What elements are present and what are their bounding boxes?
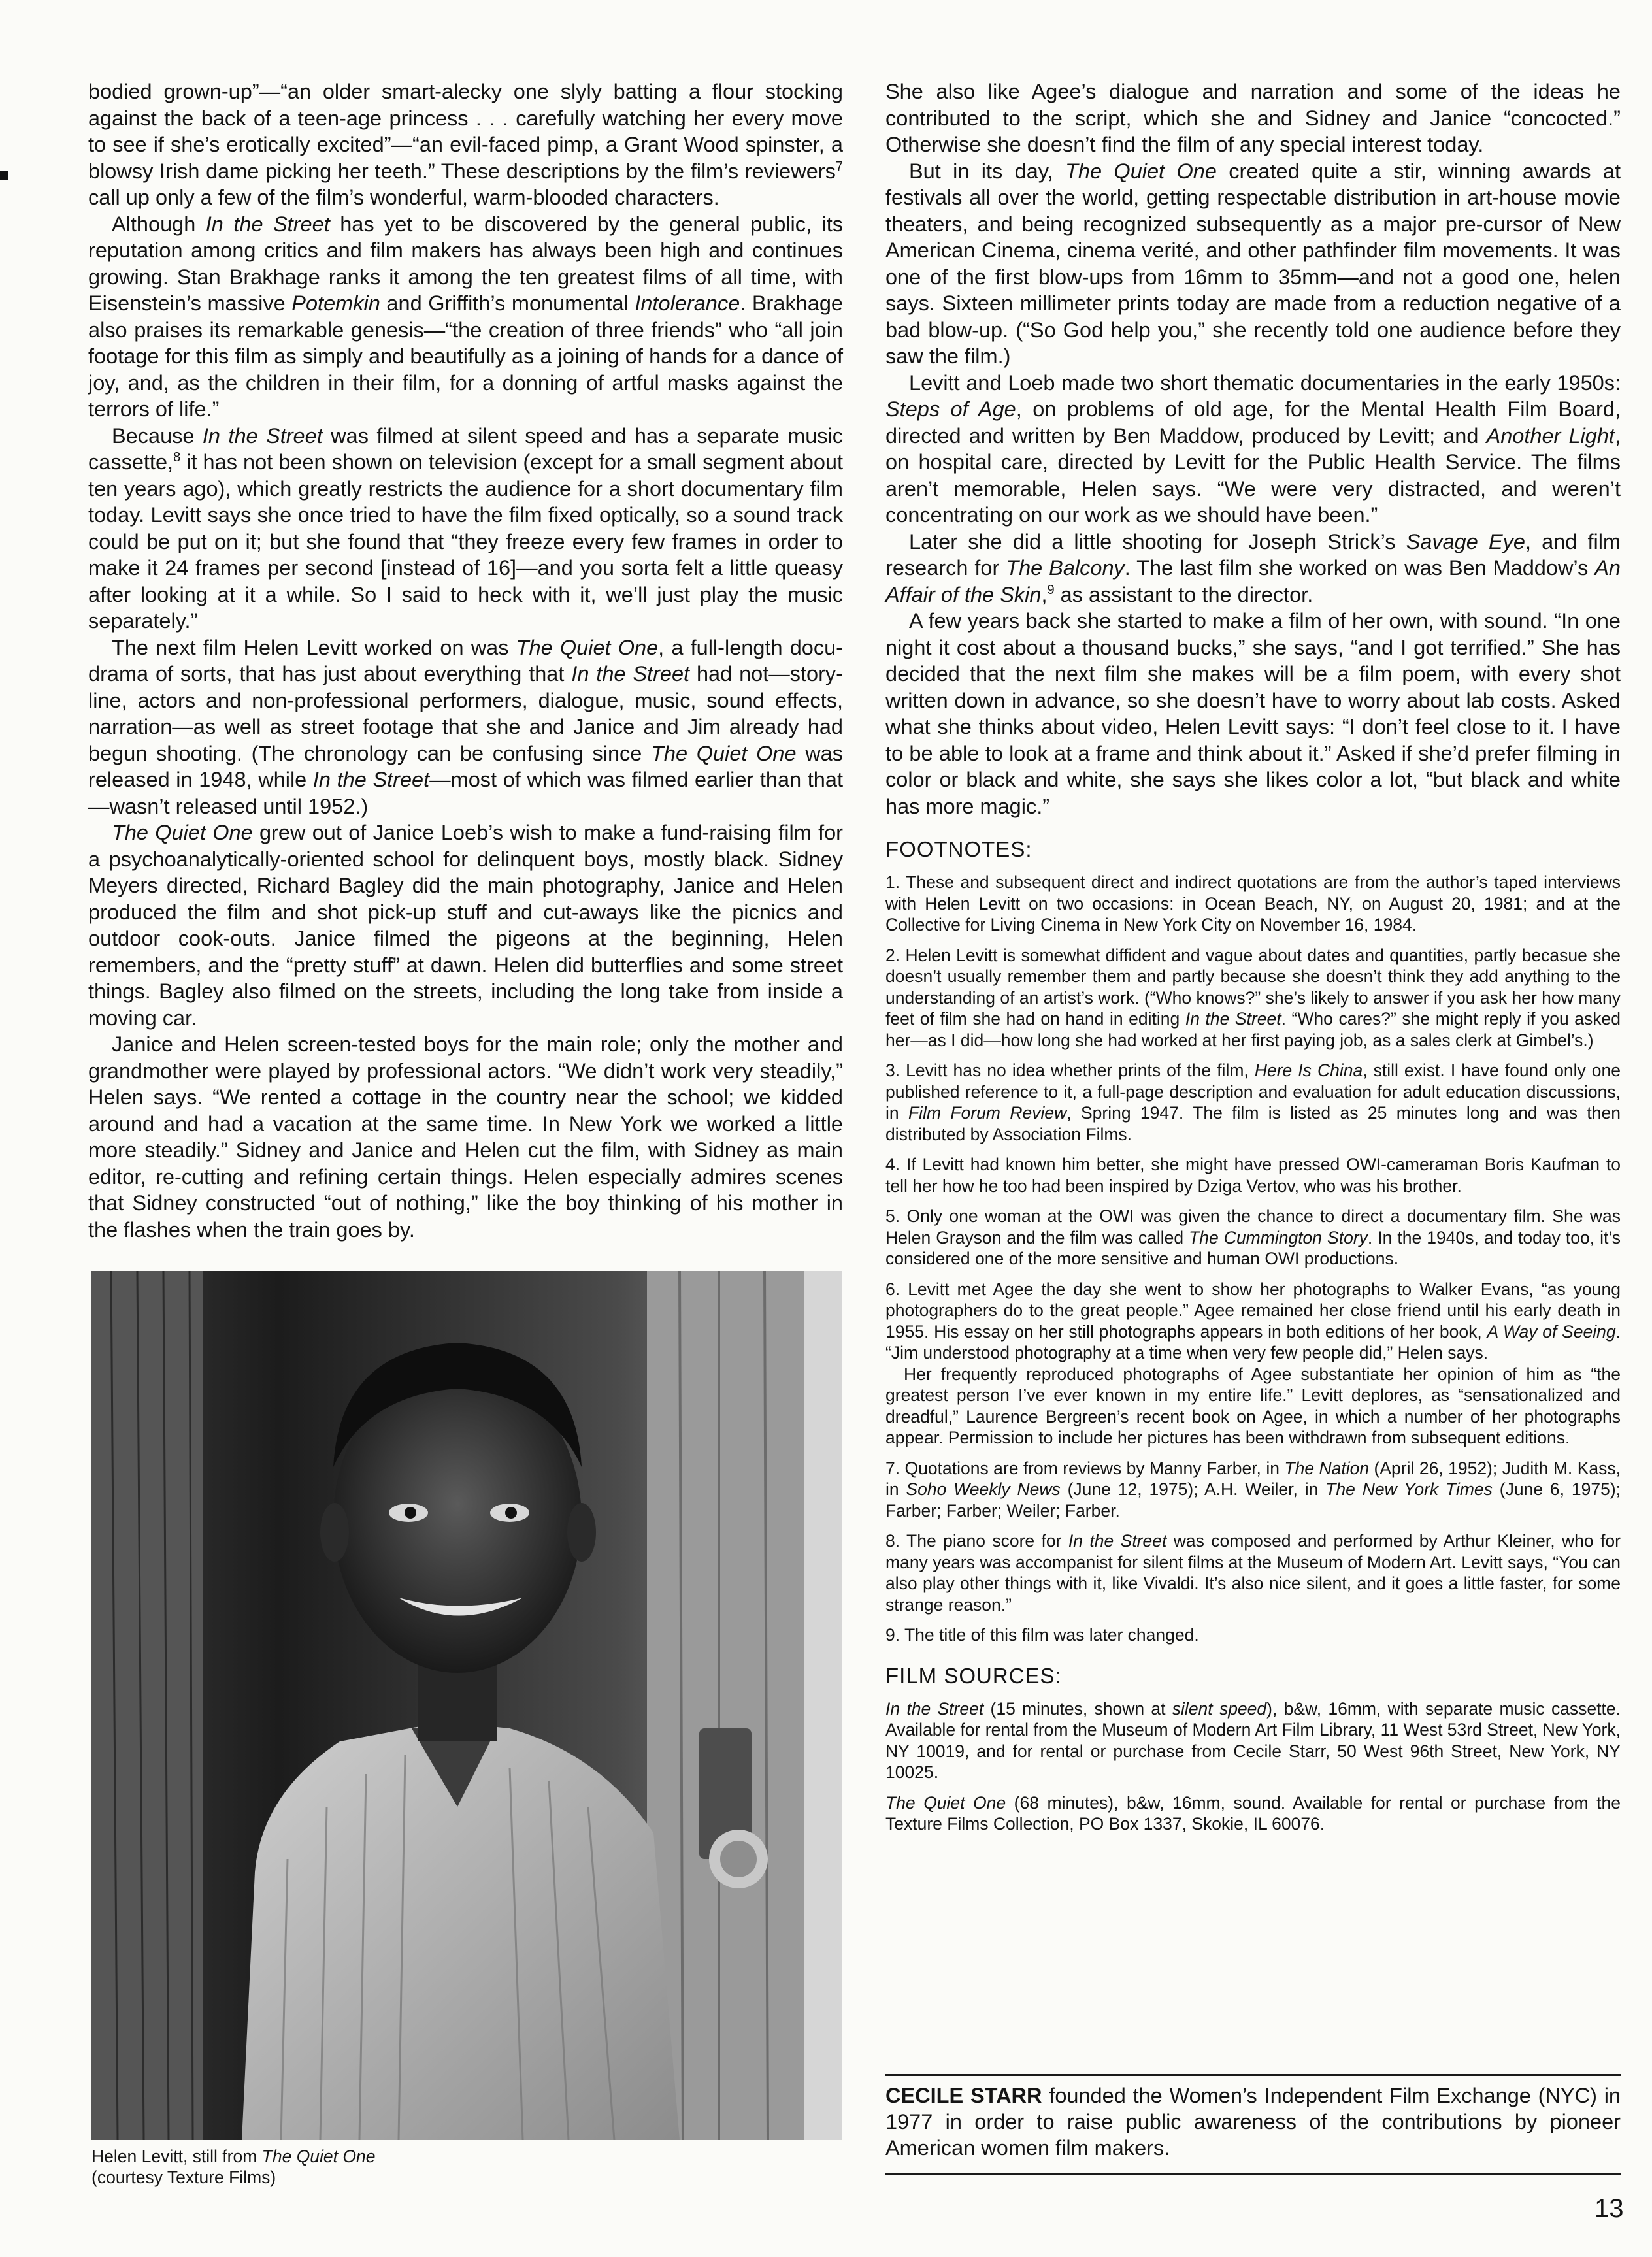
- photo-illustration: [91, 1271, 842, 2140]
- body-paragraph: [88, 423, 843, 634]
- text-run: Although: [112, 212, 206, 236]
- italic-title: A Way of Seeing: [1487, 1321, 1616, 1342]
- italic-title: In the Street: [202, 423, 323, 448]
- text-run: call up only a few of the film’s wonderful, warm-blooded characters.: [88, 186, 719, 209]
- text-run: . In the 1940s, and today too, it’s considered one of the more sensitive and human OWI productions.: [885, 1227, 1621, 1268]
- caption-prefix: Helen Levitt, still from: [91, 2147, 262, 2166]
- italic-title: In the Street: [571, 662, 690, 685]
- text-run: 3. Levitt has no idea whether prints of the film,: [885, 1061, 1255, 1080]
- text-run: had not—story-line, actors and non-professional performers, dialogue, music, sound effects, narration—as well as street footage that she and Janice and Jim already had begun shooting. (The chronology can be confusing since: [88, 662, 843, 765]
- footnote: [885, 872, 1621, 936]
- footnote-text: [885, 1531, 1621, 1615]
- text-run: . The last film she worked on was Ben Maddow’s: [1124, 556, 1595, 580]
- italic-title: The Quiet One: [1065, 159, 1217, 183]
- text-run: 2. Helen Levitt is somewhat diffident and vague about dates and quantities, partly becasue she doesn’t usually remember them and partly because she doesn’t think they add anything to the understanding of an artist’s work. (“Who knows?” she’s likely to answer if you ask her how many feet of film she had on hand in editing: [885, 945, 1621, 1029]
- text-run: Because: [112, 423, 203, 448]
- right-body-text: [885, 78, 1621, 819]
- footnote-text: [885, 946, 1621, 1050]
- right-column: [885, 78, 1621, 1844]
- edge-mark: [0, 171, 8, 180]
- italic-title: Potemkin: [291, 291, 380, 315]
- text-run: grew out of Janice Loeb’s wish to make a fund-raising film for a psychoanalytically-oriented school for delinquent boys, mostly black. Sidney Meyers directed, Richard Bagley did the main photography, Janice and Helen produced the film and shot pick-up stuff and cut-aways like the picnics and outdoor cook-outs. Janice filmed the pigeons at the beginning, Helen remembers, and the “pretty stuff” at dawn. Helen did butterflies and some street things. Bagley also filmed on the streets, including the long take from inside a moving car.: [88, 821, 844, 1030]
- caption-line-1: [91, 2146, 549, 2167]
- text-run: . “Jim understood photography at a time when very few people did,” Helen says.: [885, 1321, 1621, 1362]
- text-run: Her frequently reproduced photographs of Agee substantiate her opinion of him as “the greatest person I’ve ever known in my entire life.” Levitt deplores, as “sensationalized and dreadful,” Laurence Bergreen’s recent book on Agee, in which a number of her photographs appear. Permission to include her pictures has been withdrawn from subsequent editions.: [885, 1364, 1621, 1447]
- text-run: bodied grown-up”—“an older smart-alecky one slyly batting a flour stocking against the back of a teen-age princess . . . carefully watching her every move to see if she’s erotically excited”—“an evil-faced pimp, a Grant Wood spinster, a blowsy Irish dame picking her teeth.” These descriptions by the film’s reviewers: [88, 80, 843, 183]
- footnote: [885, 1154, 1621, 1196]
- text-run: 1. These and subsequent direct and indirect quotations are from the author’s taped interviews with Helen Levitt on two occasions: in Ocean Beach, NY, on August 20, 1981; and at the Collective for Living Cinema in New York City on November 16, 1984.: [885, 872, 1621, 934]
- text-run: (15 minutes, shown at: [983, 1698, 1172, 1719]
- text-run: was composed and performed by Arthur Kleiner, who for many years was accompanist for silent films at the Museum of Modern Art. Levitt says, “You can also play other things with it, like Vivaldi. It’s also nice silent, and it goes a little faster, for some strange reason.”: [885, 1531, 1621, 1615]
- text-run: (June 6, 1975); Farber; Farber; Weiler; Farber.: [885, 1479, 1621, 1521]
- text-run: Levitt and Loeb made two short thematic documentaries in the early 1950s:: [909, 371, 1621, 395]
- body-paragraph: [885, 529, 1621, 608]
- italic-title: Another Light: [1486, 423, 1615, 448]
- text-run: was released in 1948, while: [88, 741, 844, 791]
- footnotes-list: [885, 872, 1621, 1646]
- footnote-ref: 7: [835, 159, 843, 174]
- text-run: 5. Only one woman at the OWI was given the chance to direct a documentary film. She was Helen Grayson and the film was called: [885, 1206, 1621, 1247]
- footnote: [885, 1206, 1621, 1270]
- caption-line-2: (courtesy Texture Films): [91, 2167, 276, 2187]
- caption-film-title: The Quiet One: [261, 2147, 376, 2166]
- text-run: 7. Quotations are from reviews by Manny Farber, in: [885, 1458, 1285, 1478]
- body-paragraph: [885, 608, 1621, 819]
- text-run: , on problems of old age, for the Mental Health Film Board, directed and written by Ben Maddow, produced by Levitt; and: [885, 397, 1621, 448]
- text-run: as assistant to the director.: [1054, 582, 1313, 606]
- text-run: But in its day,: [909, 159, 1066, 183]
- film-source-entry: [885, 1792, 1621, 1835]
- text-run: , still exist. I have found only one published reference to it, a full-page description and evaluation for adult education discussions, in: [885, 1061, 1621, 1123]
- footnote-text: [885, 1206, 1621, 1268]
- italic-title: The Cummington Story: [1189, 1227, 1368, 1247]
- text-run: , Spring 1947. The film is listed as 25 minutes long and was then distributed by Association Films.: [885, 1103, 1621, 1144]
- text-run: , and film research for: [885, 529, 1621, 580]
- author-name: CECILE STARR: [885, 2084, 1042, 2107]
- film-sources-list: [885, 1698, 1621, 1835]
- text-run: . Brakhage also praises its remarkable genesis—“the creation of three friends” who “all join footage for this film as simply and beautifully as a joining of hands for a dance of joy, and, as the children in their film, for a donning of artful masks against the terrors of life.”: [88, 291, 843, 421]
- body-paragraph: [88, 819, 843, 1031]
- italic-title: The Quiet One: [516, 635, 659, 659]
- text-run: has yet to be discovered by the general public, its reputation among critics and film makers has always been high and continues growing. Stan Brakhage ranks it among the ten greatest films of all time, with Eisenstein’s massive: [88, 212, 843, 315]
- italic-title: Intolerance: [635, 291, 740, 315]
- body-paragraph: [88, 78, 843, 211]
- left-column: [88, 78, 843, 1243]
- body-paragraph: [88, 211, 843, 423]
- italic-title: silent speed: [1172, 1698, 1267, 1719]
- text-run: (June 12, 1975); A.H. Weiler, in: [1060, 1479, 1326, 1499]
- text-run: , on hospital care, directed by Levitt for the Public Health Service. The films aren’t memorable, Helen says. “We were very distracted, and weren’t concentrating on our work as we should have been.”: [885, 423, 1621, 527]
- author-bio-box: [885, 2074, 1621, 2175]
- text-run: Janice and Helen screen-tested boys for the main role; only the mother and grandmother were played by professional actors. “We didn’t work very steadily,” Helen says. “We rented a cottage in the country near the school; we kidded around and had a vacation at the same time. In New York we worked a little more steadily.” Sidney and Janice and Helen cut the film, with Sidney as main editor, re-cutting and refining certain things. Helen especially admires scenes that Sidney constructed “out of nothing,” like the boy thinking of his mother in the flashes when the train goes by.: [88, 1032, 843, 1242]
- body-paragraph: [88, 634, 843, 820]
- text-run: She also like Agee’s dialogue and narration and some of the ideas he contributed to the script, which she and Sidney and Janice “concocted.” Otherwise she doesn’t find the film of any special interest today.: [885, 80, 1621, 156]
- footnote-continuation: [885, 1364, 1621, 1449]
- text-run: , a full-length docu-drama of sorts, that has just about everything that: [88, 635, 843, 685]
- text-run: 6. Levitt met Agee the day she went to show her photographs to Walker Evans, “as young photographers do to the great people.” Agee remained her close friend until his early death in 1955. His essay on her still photographs appears in both editions of her book,: [885, 1279, 1621, 1342]
- footnote: [885, 945, 1621, 1051]
- footnote-text: [885, 1458, 1621, 1521]
- footnote-ref: 8: [173, 450, 181, 465]
- footnote-text: [885, 1625, 1199, 1645]
- italic-title: Soho Weekly News: [906, 1479, 1061, 1499]
- footnote: [885, 1060, 1621, 1145]
- italic-title: The Balcony: [1006, 556, 1125, 580]
- film-source-entry: [885, 1698, 1621, 1783]
- italic-title: In the Street: [312, 768, 430, 791]
- body-paragraph: [885, 158, 1621, 370]
- text-run: ), b&w, 16mm, with separate music cassette. Available for rental from the Museum of Modern Art Film Library, 11 West 53rd Street, New York, NY 10019, and for rental or purchase from Cecile Starr, 50 West 96th Street, New York, NY 10025.: [885, 1698, 1621, 1782]
- page-number: 13: [1594, 2194, 1624, 2223]
- italic-title: An Affair of the Skin: [885, 556, 1621, 606]
- italic-title: In the Street: [1068, 1531, 1167, 1551]
- text-run: Later she did a little shooting for Joseph Strick’s: [909, 529, 1406, 553]
- italic-title: The Quiet One: [112, 821, 253, 844]
- footnote-text: [885, 1061, 1621, 1144]
- text-run: A few years back she started to make a film of her own, with sound. “In one night it cost about a thousand bucks,” she says, “and I got terrified.” She has decided that the next film she makes will be a film poem, with every shot written down in advance, so she doesn’t have to worry about lab costs. Asked what she thinks about video, Helen Levitt says: “I don’t feel close to it. I have to be able to look at a frame and think about it.” Asked if she’d prefer filming in color or black and white, she says she likes color a lot, “but black and white has more magic.”: [885, 609, 1621, 818]
- text-run: and Griffith’s monumental: [380, 291, 635, 315]
- text-run: (68 minutes), b&w, 16mm, sound. Available for rental or purchase from the Texture Films Collection, PO Box 1337, Skokie, IL 60076.: [885, 1792, 1621, 1834]
- photo-boy-in-doorway: [91, 1271, 842, 2140]
- italic-title: The New York Times: [1325, 1479, 1493, 1499]
- italic-title: In the Street: [1185, 1009, 1281, 1029]
- author-bio-text: founded the Women’s Independent Film Exchange (NYC) in 1977 in order to raise public awareness of the contributions by pioneer American women film makers.: [885, 2084, 1621, 2160]
- footnote: [885, 1458, 1621, 1522]
- body-paragraph: [885, 370, 1621, 529]
- body-paragraph: [885, 78, 1621, 158]
- italic-title: The Nation: [1284, 1458, 1370, 1478]
- footnote-text: [885, 1279, 1621, 1363]
- footnote: [885, 1624, 1621, 1646]
- body-paragraph: [88, 1031, 843, 1243]
- text-run: 4. If Levitt had known him better, she might have pressed OWI-cameraman Boris Kaufman to tell her how he too had been inspired by Dziga Vertov, who was his brother.: [885, 1155, 1621, 1196]
- italic-title: The Quiet One: [651, 741, 797, 765]
- italic-title: In the Street: [205, 212, 330, 236]
- film-sources-heading: FILM SOURCES:: [885, 1663, 1062, 1688]
- text-run: was filmed at silent speed and has a separate music cassette,: [88, 423, 843, 474]
- italic-title: Here Is China: [1254, 1061, 1363, 1080]
- text-run: it has not been shown on television (except for a small segment about ten years ago), which greatly restricts the audience for a short documentary film today. Levitt says she once tried to have the film fixed optically, so a sound track could be put on it; but she found that “they freeze every few frames in order to make it 24 frames per second [instead of 16]—and you sorta felt a little queasy after looking at it a while. So I said to heck with it, we’ll just play the music separately.”: [88, 450, 843, 633]
- text-run: —most of which was filmed earlier than that—wasn’t released until 1952.): [88, 768, 843, 818]
- text-run: (April 26, 1952); Judith M. Kass, in: [885, 1458, 1621, 1499]
- footnote-ref: 9: [1047, 582, 1055, 597]
- text-run: . “Who cares?” she might reply if you asked her—as I did—how long she had worked at her first paying job, as a sales clerk at Gimbel’s.): [885, 1009, 1621, 1050]
- footnote: [885, 1530, 1621, 1615]
- text-run: created quite a stir, winning awards at festivals all over the world, getting respectable distribution in art-house movie theaters, and being recognized subsequently as a major pre-cursor of New American Cinema, cinema verité, and other pathfinder film movements. It was one of the first blow-ups from 16mm to 35mm—and not a good one, helen says. Sixteen millimeter prints today are made from a reduction negative of a bad blow-up. (“So God help you,” she recently told one audience before they saw the film.): [885, 159, 1621, 368]
- italic-title: Savage Eye: [1406, 529, 1525, 553]
- footnote-text: [885, 1155, 1621, 1196]
- italic-title: Steps of Age: [885, 397, 1016, 421]
- italic-title: The Quiet One: [885, 1792, 1006, 1813]
- footnote-text: [885, 872, 1621, 934]
- photo-caption: [91, 2146, 549, 2188]
- text-run: ,: [1041, 582, 1048, 606]
- text-run: The next film Helen Levitt worked on was: [112, 635, 516, 659]
- italic-title: In the Street: [885, 1698, 984, 1719]
- text-run: 8. The piano score for: [885, 1531, 1068, 1551]
- text-run: 9. The title of this film was later changed.: [885, 1625, 1199, 1645]
- italic-title: Film Forum Review: [908, 1103, 1067, 1123]
- footnotes-heading: FOOTNOTES:: [885, 837, 1032, 861]
- footnote: [885, 1279, 1621, 1449]
